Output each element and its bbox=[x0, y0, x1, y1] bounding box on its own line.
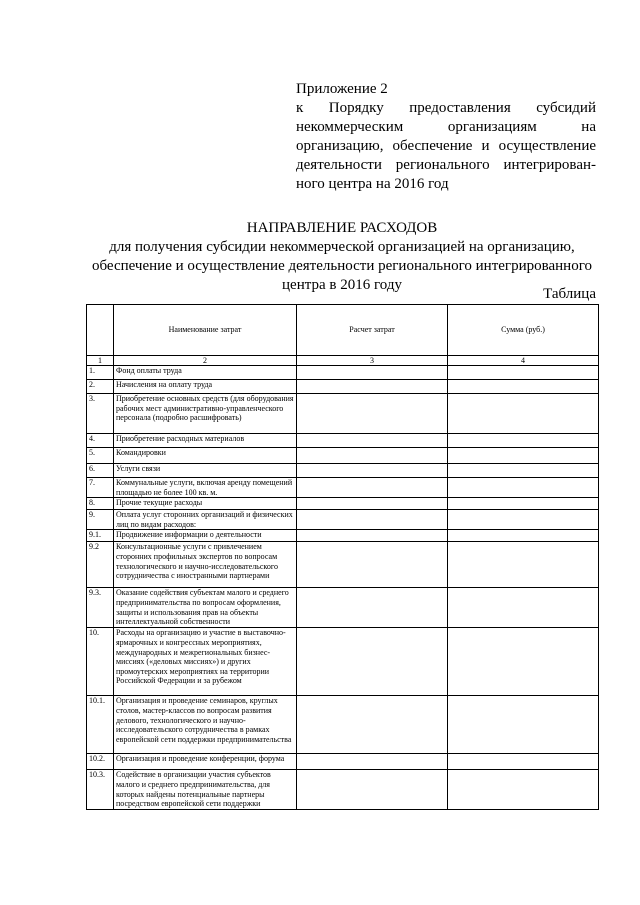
row-sum-cell bbox=[448, 394, 599, 434]
row-sum-cell bbox=[448, 628, 599, 696]
row-expense-name: Прочие текущие расходы bbox=[114, 498, 297, 510]
row-sum-cell bbox=[448, 464, 599, 478]
title-subline: для получения субсидии некоммерческой организацией на организацию, bbox=[109, 239, 575, 255]
row-calculation-cell bbox=[297, 434, 448, 448]
row-expense-name: Содействие в организации участия субъектов малого и среднего предпринимательства, для которых найдены потенциальные партнеры посредством европейской сети поддержки bbox=[114, 770, 297, 809]
table-row bbox=[87, 448, 599, 464]
appendix-line: ного центра на 2016 год bbox=[296, 176, 449, 192]
row-number: 5. bbox=[87, 448, 114, 464]
row-expense-name: Приобретение основных средств (для оборудования рабочих мест административно-управленческого персонала (подробно расшифровать) bbox=[114, 394, 297, 434]
row-expense-name: Оплата услуг сторонних организаций и физических лиц по видам расходов: bbox=[114, 510, 297, 530]
row-calculation-cell bbox=[297, 478, 448, 498]
row-number: 9. bbox=[87, 510, 114, 530]
row-sum-cell bbox=[448, 542, 599, 588]
table-row bbox=[87, 394, 599, 434]
column-number: 3 bbox=[297, 356, 448, 366]
row-number: 9.1. bbox=[87, 530, 114, 542]
row-sum-cell bbox=[448, 478, 599, 498]
title-subline: центра в 2016 году bbox=[282, 277, 402, 293]
table-row bbox=[87, 464, 599, 478]
row-sum-cell bbox=[448, 530, 599, 542]
table-row bbox=[87, 770, 599, 809]
header-expense-name: Наименование затрат bbox=[114, 305, 297, 356]
row-calculation-cell bbox=[297, 770, 448, 809]
column-number-row bbox=[87, 356, 599, 366]
table-row bbox=[87, 510, 599, 530]
row-calculation-cell bbox=[297, 588, 448, 628]
row-number: 10.2. bbox=[87, 754, 114, 770]
row-expense-name: Организация и проведение семинаров, круглых столов, мастер-классов по вопросам развития делового, технологического и научно-исследовательского сотрудничества в рамках европейской сети поддержки предпринимательства bbox=[114, 696, 297, 754]
row-calculation-cell bbox=[297, 754, 448, 770]
row-number: 10. bbox=[87, 628, 114, 696]
table-row bbox=[87, 542, 599, 588]
row-sum-cell bbox=[448, 754, 599, 770]
row-sum-cell bbox=[448, 510, 599, 530]
header-sum: Сумма (руб.) bbox=[448, 305, 599, 356]
appendix-line: организацию, обеспечение и осуществление bbox=[296, 138, 596, 154]
row-number: 10.3. bbox=[87, 770, 114, 809]
row-calculation-cell bbox=[297, 448, 448, 464]
table-row bbox=[87, 434, 599, 448]
row-sum-cell bbox=[448, 380, 599, 394]
row-calculation-cell bbox=[297, 380, 448, 394]
table-row bbox=[87, 588, 599, 628]
row-sum-cell bbox=[448, 696, 599, 754]
header-calculation: Расчет затрат bbox=[297, 305, 448, 356]
row-calculation-cell bbox=[297, 696, 448, 754]
row-expense-name: Фонд оплаты труда bbox=[114, 366, 297, 380]
row-expense-name: Продвижение информации о деятельности bbox=[114, 530, 297, 542]
row-expense-name: Услуги связи bbox=[114, 464, 297, 478]
row-number: 3. bbox=[87, 394, 114, 434]
row-expense-name: Оказание содействия субъектам малого и среднего предпринимательства по вопросам оформления, защиты и использования прав на объекты интеллектуальной собственности bbox=[114, 588, 297, 628]
row-number: 9.3. bbox=[87, 588, 114, 628]
table-row bbox=[87, 366, 599, 380]
row-expense-name: Командировки bbox=[114, 448, 297, 464]
table-row bbox=[87, 530, 599, 542]
table-row bbox=[87, 754, 599, 770]
row-sum-cell bbox=[448, 434, 599, 448]
table-label: Таблица bbox=[543, 286, 596, 302]
document-title bbox=[86, 219, 598, 295]
appendix-title: Приложение 2 bbox=[296, 81, 388, 97]
table-body bbox=[87, 366, 599, 810]
row-number: 7. bbox=[87, 478, 114, 498]
table-header-row bbox=[87, 305, 599, 356]
row-sum-cell bbox=[448, 448, 599, 464]
row-number: 6. bbox=[87, 464, 114, 478]
row-sum-cell bbox=[448, 366, 599, 380]
row-number: 9.2 bbox=[87, 542, 114, 588]
appendix-block bbox=[296, 80, 596, 194]
row-calculation-cell bbox=[297, 464, 448, 478]
header-number bbox=[87, 305, 114, 356]
row-expense-name: Консультационные услуги с привлечением сторонних профильных экспертов по вопросам технологического и научно-исследовательского сотрудничества с иностранными партнерами bbox=[114, 542, 297, 588]
row-expense-name: Коммунальные услуги, включая аренду помещений площадью не более 100 кв. м. bbox=[114, 478, 297, 498]
row-number: 1. bbox=[87, 366, 114, 380]
row-number: 2. bbox=[87, 380, 114, 394]
row-number: 10.1. bbox=[87, 696, 114, 754]
row-sum-cell bbox=[448, 770, 599, 809]
table-row bbox=[87, 498, 599, 510]
row-calculation-cell bbox=[297, 510, 448, 530]
row-calculation-cell bbox=[297, 498, 448, 510]
column-number: 2 bbox=[114, 356, 297, 366]
appendix-line: деятельности регионального интегрирован- bbox=[296, 157, 596, 173]
column-number: 4 bbox=[448, 356, 599, 366]
row-calculation-cell bbox=[297, 394, 448, 434]
row-expense-name: Начисления на оплату труда bbox=[114, 380, 297, 394]
table-row bbox=[87, 628, 599, 696]
row-calculation-cell bbox=[297, 530, 448, 542]
row-calculation-cell bbox=[297, 542, 448, 588]
title-heading: НАПРАВЛЕНИЕ РАСХОДОВ bbox=[246, 220, 438, 236]
row-sum-cell bbox=[448, 498, 599, 510]
row-calculation-cell bbox=[297, 628, 448, 696]
row-expense-name: Приобретение расходных материалов bbox=[114, 434, 297, 448]
row-expense-name: Организация и проведение конференции, форума bbox=[114, 754, 297, 770]
title-subline: обеспечение и осуществление деятельности регионального интегрированного bbox=[92, 258, 592, 274]
row-expense-name: Расходы на организацию и участие в выставочно-ярмарочных и конгрессных мероприятиях, международных и межрегиональных бизнес-миссиях («деловых миссиях») и других промоутерских мероприятиях на территории Российской Федерации и за рубежом bbox=[114, 628, 297, 696]
row-calculation-cell bbox=[297, 366, 448, 380]
row-sum-cell bbox=[448, 588, 599, 628]
table-row bbox=[87, 478, 599, 498]
table-row bbox=[87, 380, 599, 394]
table-row bbox=[87, 696, 599, 754]
row-number: 8. bbox=[87, 498, 114, 510]
row-number: 4. bbox=[87, 434, 114, 448]
appendix-line: некоммерческим организациям на bbox=[296, 119, 596, 135]
appendix-line: к Порядку предоставления субсидий bbox=[296, 100, 596, 116]
expenses-table bbox=[86, 304, 599, 810]
column-number: 1 bbox=[87, 356, 114, 366]
